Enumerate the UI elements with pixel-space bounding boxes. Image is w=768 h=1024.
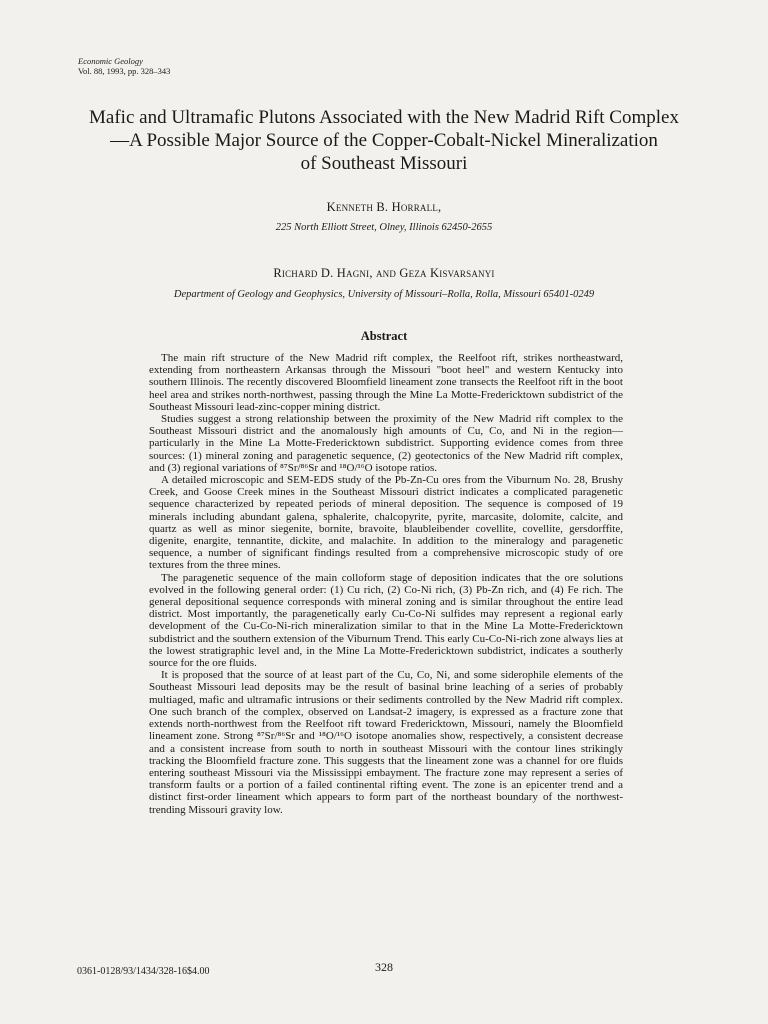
journal-name: Economic Geology bbox=[78, 56, 143, 66]
title-line-3: of Southeast Missouri bbox=[300, 153, 468, 174]
page-number: 328 bbox=[375, 960, 393, 974]
author-1-address: 225 North Elliott Street, Olney, Illinois 62450-2655 bbox=[275, 222, 493, 233]
paper-title bbox=[40, 106, 728, 175]
abstract-paragraph: The main rift structure of the New Madrid rift complex, the Reelfoot rift, strikes northeastward, extending from northeastern Arkansas through the Missouri "boot heel" and western Kentucky into southern Illinois. The recently discovered Bloomfield lineament zone transects the Reelfoot rift in the boot heel area and strikes north-northwest, passing through the Mine La Motte-Fredericktown subdistrict of the Southeast Missouri lead-zinc-copper mining district. bbox=[149, 352, 623, 413]
abstract-heading: Abstract bbox=[360, 329, 408, 343]
abstract-paragraph: Studies suggest a strong relationship between the proximity of the New Madrid rift complex to the Southeast Missouri district and the anomalously high amounts of Cu, Co, and Ni in the region—particularly in the Mine La Motte-Fredericktown subdistrict. Supporting evidence comes from three sources: (1) mineral zoning and paragenetic sequence, (2) geotectonics of the New Madrid rift complex, and (3) regional variations of ⁸⁷Sr/⁸⁶Sr and ¹⁸O/¹⁶O isotope ratios. bbox=[149, 413, 623, 474]
copyright-code: 0361-0128/93/1434/328-16$4.00 bbox=[77, 966, 210, 977]
author-2-affiliation: Department of Geology and Geophysics, University of Missouri–Rolla, Rolla, Missouri 65401-0249 bbox=[173, 289, 595, 300]
abstract-paragraph: The paragenetic sequence of the main colloform stage of deposition indicates that the ore solutions evolved in the following general order: (1) Cu rich, (2) Co-Ni rich, (3) Pb-Zn rich, and (4) Fe rich. The general depositional sequence corresponds with mineral zoning and is similar throughout the entire lead district. Most importantly, the paragenetically early Cu-Co-Ni sulfides may represent a regional early development of the Cu-Co-Ni-rich mineralization similar to that in the Mine La Motte-Fredericktown subdistrict and the southern extension of the Viburnum Trend. This early Cu-Co-Ni-rich zone always lies at the lowest stratigraphic level and, in the Mine La Motte-Fredericktown subdistrict, indicates a southerly source for the ore fluids. bbox=[149, 571, 623, 670]
abstract-paragraph: A detailed microscopic and SEM-EDS study of the Pb-Zn-Cu ores from the Viburnum No. 28, Brushy Creek, and Goose Creek mines in the Southeast Missouri district indicates a complicated paragenetic sequence characterized by repeated periods of mineral deposition. The sequence is composed of 19 minerals including abundant galena, sphalerite, chalcopyrite, pyrite, marcasite, dolomite, calcite, and quartz as well as minor siegenite, bornite, bravoite, blaubleibender covellite, covellite, gersdorffite, digenite, enargite, tennantite, dickite, and malachite. In addition to the mineralogy and paragenetic sequence, a number of significant findings resulted from a comprehensive microscopic study of ore textures from the three mines. bbox=[149, 474, 623, 572]
abstract-paragraph: It is proposed that the source of at least part of the Cu, Co, Ni, and some siderophile elements of the Southeast Missouri lead deposits may be the result of basinal brine leaching of a series of probably multiaged, mafic and ultramafic intrusions or their sediments controlled by the New Madrid rift complex. One such branch of the complex, observed on Landsat-2 imagery, is expressed as a fracture zone that extends north-northwest from the Reelfoot rift toward Fredericktown, Missouri, namely the Bloomfield lineament zone. Strong ⁸⁷Sr/⁸⁶Sr and ¹⁸O/¹⁶O isotope anomalies show, respectively, a consistent decrease and a consistent increase from south to north in southeast Missouri with the contour lines strikingly tracking the Bloomfield fracture zone. This suggests that the lineament zone was a channel for ore fluids entering southeast Missouri via the Mississippi embayment. The fracture zone may represent a series of transform faults or a portion of a failed continental rifting event. The zone is an epicenter trend and a distinct first-order lineament which appears to form part of the northeast boundary of the northwest-trending Missouri gravity low. bbox=[149, 669, 623, 816]
journal-citation bbox=[78, 57, 170, 76]
journal-volume: Vol. 88, 1993, pp. 328–343 bbox=[78, 65, 171, 76]
title-line-1: Mafic and Ultramafic Plutons Associated with the New Madrid Rift Complex bbox=[89, 107, 679, 128]
title-line-2: —A Possible Major Source of the Copper-Cobalt-Nickel Mineralization bbox=[110, 130, 658, 151]
abstract-body bbox=[149, 352, 623, 816]
author-1-name: Kenneth B. Horrall, bbox=[326, 200, 442, 214]
author-2-names: Richard D. Hagni, and Geza Kisvarsanyi bbox=[273, 266, 495, 280]
